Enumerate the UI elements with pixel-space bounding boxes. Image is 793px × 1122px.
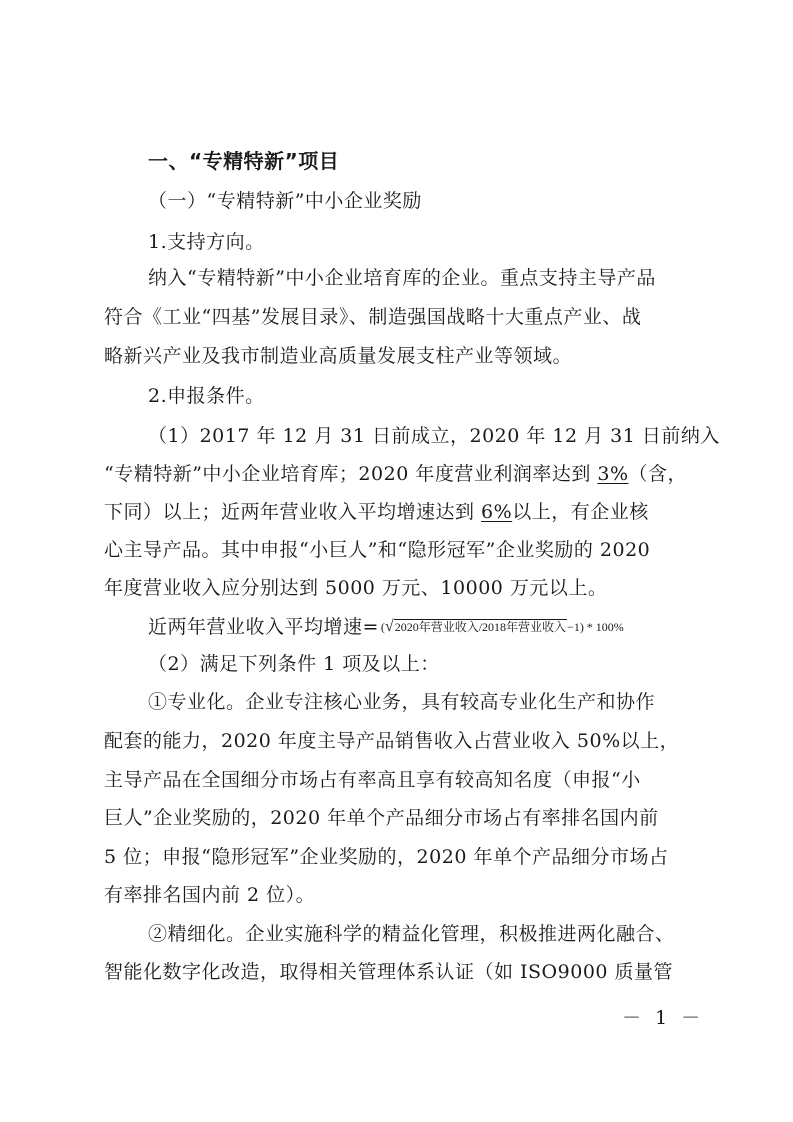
formula-tail: −1) * 100% [567,620,624,634]
text-segment: 以上，有企业核 [512,501,649,523]
paragraph-line [104,499,649,525]
profit-rate-value: 3% [597,463,629,485]
paragraph-line: 纳入“专精特新”中小企业培育库的企业。重点支持主导产品 [148,267,656,289]
sqrt-sign-icon: √ [384,618,394,635]
formula-line [148,614,624,642]
paragraph-line: ①专业化。企业专注核心业务，具有较高专业化生产和协作 [148,691,656,713]
growth-rate-value: 6% [481,501,513,523]
support-direction-title: 1.支持方向。 [148,231,265,253]
section-heading: 一、“专精特新”项目 [148,149,340,173]
paragraph-line: 有率排名国内前 2 位）。 [104,884,316,906]
formula-label: 近两年营业收入平均增速= [148,616,379,638]
subsection-heading: （一）“专精特新”中小企业奖励 [148,190,422,212]
text-segment: 下同）以上；近两年营业收入平均增速达到 [104,501,482,523]
formula-radicand: 2020年营业收入/2018年营业收入 [394,620,567,634]
paragraph-line: 略新兴产业及我市制造业高质量发展支柱产业等领域。 [104,345,573,367]
formula-open-paren: ( [380,620,385,634]
paragraph-line: 年度营业收入应分别达到 5000 万元、10000 万元以上。 [104,577,608,599]
paragraph-line: 符合《工业“四基”发展目录》、制造强国战略十大重点产业、战 [104,306,642,328]
growth-formula [381,614,624,640]
page-number: － 1 － [622,1007,705,1029]
paragraph-line: 巨人”企业奖励的，2020 年单个产品细分市场占有率排名国内前 [104,807,659,829]
conditions-title: 2.申报条件。 [148,385,265,407]
paragraph-line: 5 位；申报“隐形冠军”企业奖励的，2020 年单个产品细分市场占 [104,846,669,868]
paragraph-line: 智能化数字化改造，取得相关管理体系认证（如 ISO9000 质量管 [104,961,674,983]
text-segment: “专精特新”中小企业培育库；2020 年度营业利润率达到 [104,463,598,485]
paragraph-line: 配套的能力，2020 年度主导产品销售收入占营业收入 50%以上， [104,730,680,752]
paragraph-line: 心主导产品。其中申报“小巨人”和“隐形冠军”企业奖励的 2020 [104,539,651,561]
paragraph-line [104,461,687,487]
conditions-2-title: （2）满足下列条件 1 项及以上： [148,653,440,675]
paragraph-line: 主导产品在全国细分市场占有率高且享有较高知名度（申报“小 [104,769,641,791]
paragraph-line: ②精细化。企业实施科学的精益化管理，积极推进两化融合、 [148,923,675,945]
text-segment: （含， [628,463,688,485]
paragraph-line: （1）2017 年 12 月 31 日前成立，2020 年 12 月 31 日前纳入 [148,425,720,447]
